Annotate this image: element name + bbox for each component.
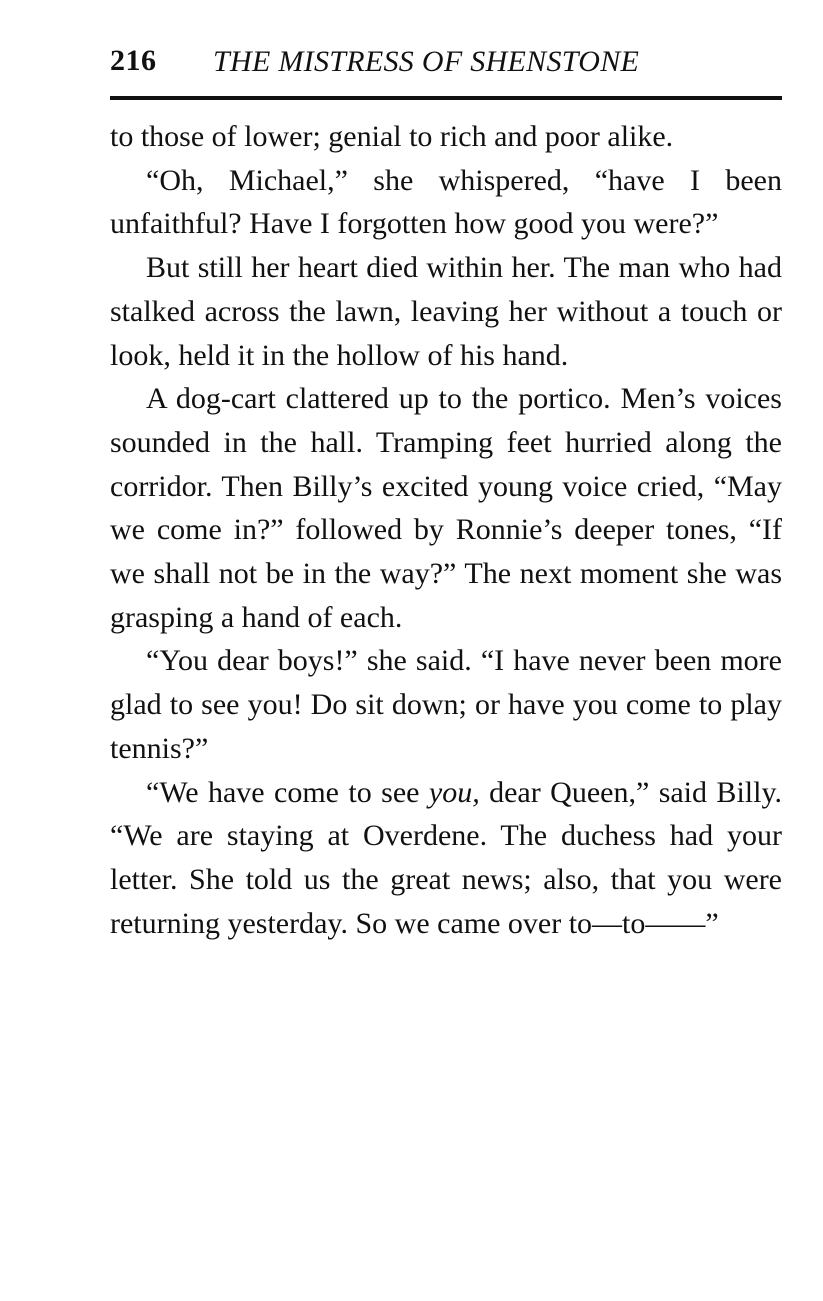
paragraph: “You dear boys!” she said. “I have never been more glad to see you! Do sit down; or have you come to play tennis?” — [110, 644, 782, 765]
paragraph: “Oh, Michael,” she whispered, “have I been unfaithful? Have I forgotten how good you were?” — [110, 163, 782, 241]
paragraph — [110, 771, 782, 946]
body-text — [110, 115, 782, 945]
running-head: THE MISTRESS OF SHENSTONE — [213, 45, 640, 78]
paragraph-text: dear Queen,” said Billy. “We are staying at Overdene. The duchess had your letter. She told us the great news; also, that you were returning yesterday. So we came over to—to——” — [110, 775, 783, 940]
paragraph-text: “We have come to see — [146, 775, 429, 809]
header-rule — [110, 96, 782, 100]
paragraph: to those of lower; genial to rich and poor alike. — [110, 120, 674, 153]
paragraph: But still her heart died within her. The man who had stalked across the lawn, leaving her without a touch or look, held it in the hollow of his hand. — [110, 251, 782, 372]
page-number: 216 — [110, 44, 157, 77]
italic-emphasis: you, — [428, 775, 480, 809]
page-header — [110, 44, 782, 86]
paragraph: A dog-cart clattered up to the portico. Men’s voices sounded in the hall. Tramping feet hurried along the corridor. Then Billy’s excited young voice cried, “May we come in?” followed by Ronnie’s deeper tones, “If we shall not be in the way?” The next moment she was grasping a hand of each. — [110, 382, 782, 634]
